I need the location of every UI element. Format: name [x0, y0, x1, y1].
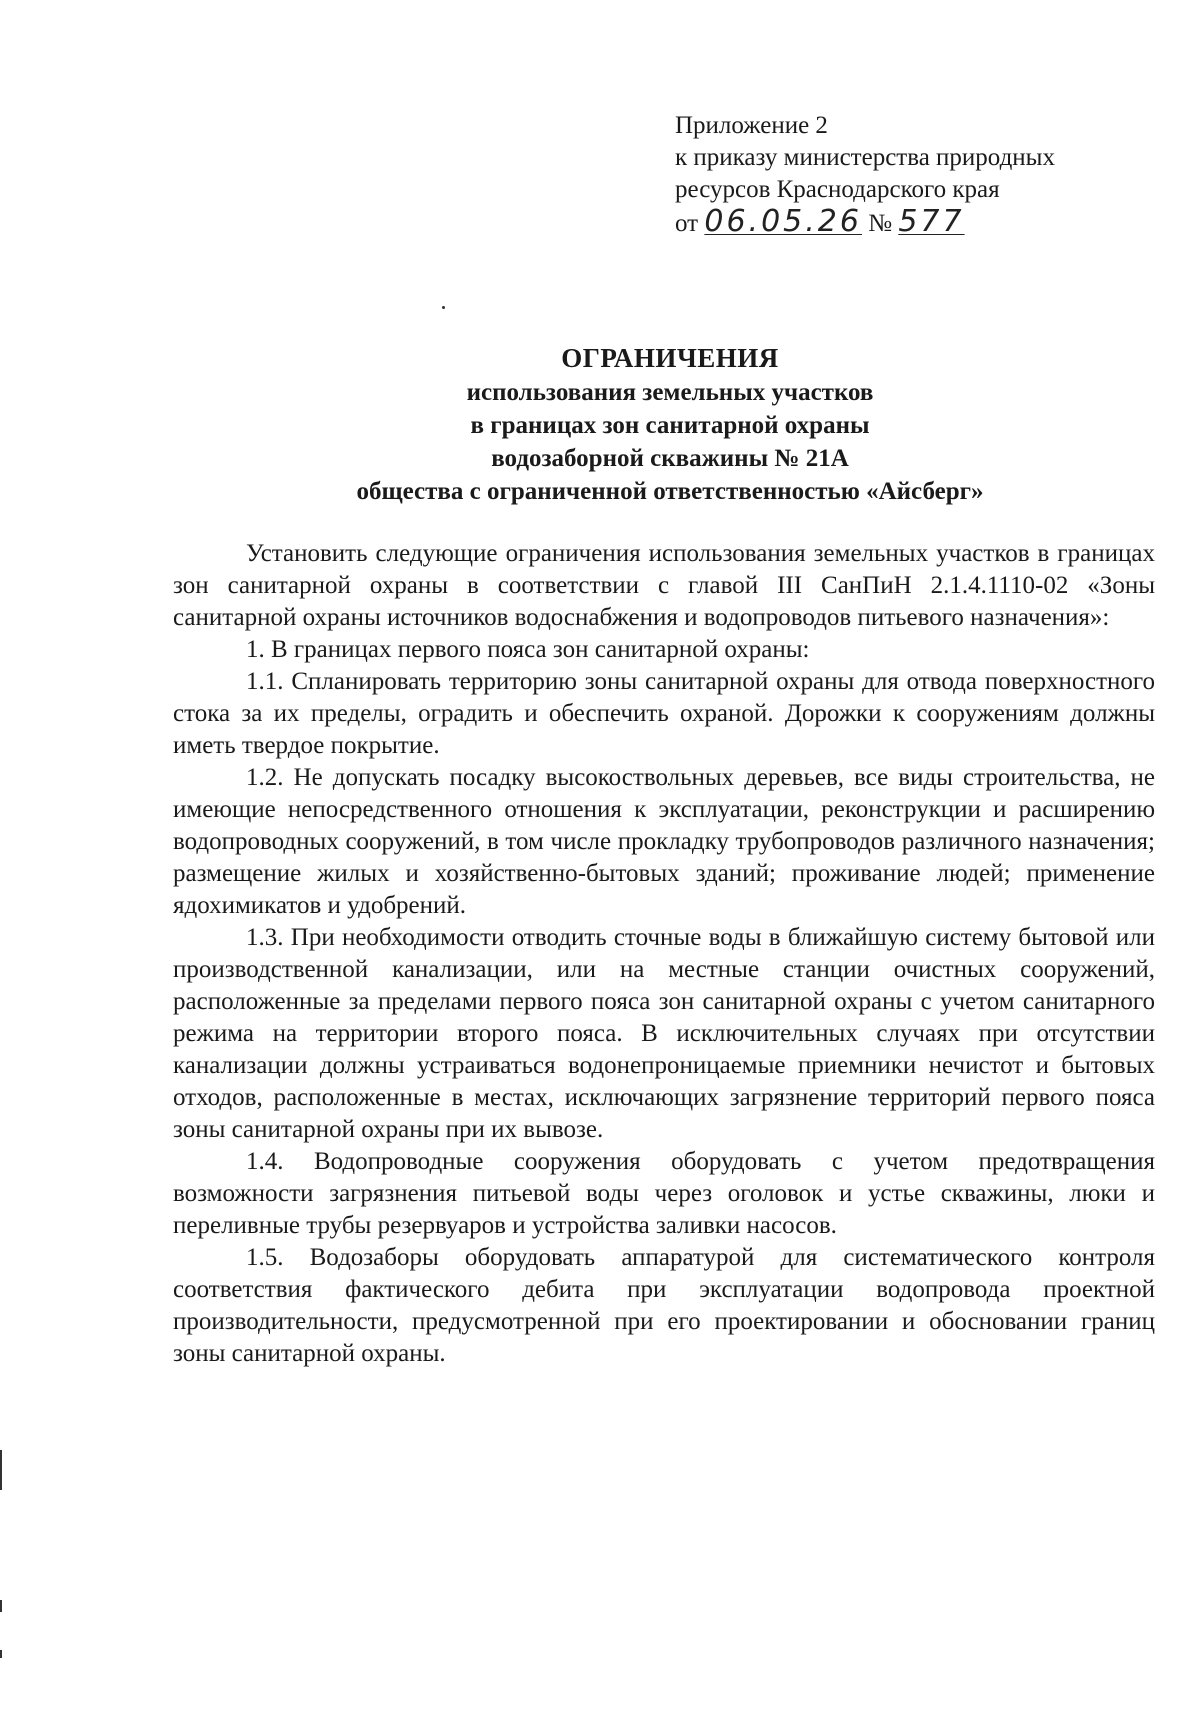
paragraph-1-2: 1.2. Не допускать посадку высокоствольных деревьев, все виды строительства, не имеющие непосредственного отношения к эксплуатации, реконструкции и расширению водопроводных сооружений, в том числе прокладку трубопроводов различного назначения; размещение жилых и хозяйственно-бытовых зданий; проживание людей; применение ядохимикатов и удобрений.	[173, 764, 1155, 919]
paragraph-1-5: 1.5. Водозаборы оборудовать аппаратурой для систематического контроля соответствия фактического дебита при эксплуатации водопровода проектной производительности, предусмотренной при его проектировании и обосновании границ зоны санитарной охраны.	[173, 1244, 1155, 1367]
document-body	[173, 538, 1155, 1370]
scan-margin-mark	[0, 1600, 2, 1612]
paragraph-1-3: 1.3. При необходимости отводить сточные воды в ближайшую систему бытовой или производственной канализации, или на местные станции очистных сооружений, расположенные за пределами первого пояса зон санитарной охраны с учетом санитарного режима на территории второго пояса. В исключительных случаях при отсутствии канализации должны устраиваться водонепроницаемые приемники нечистот и бытовых отходов, расположенные в местах, исключающих загрязнение территорий первого пояса зоны санитарной охраны при их вывозе.	[173, 924, 1155, 1143]
scan-margin-mark	[0, 1450, 2, 1490]
title-line-4: водозаборной скважины № 21А	[491, 445, 849, 472]
title-heading: ОГРАНИЧЕНИЯ	[561, 343, 779, 373]
appendix-date-line	[675, 206, 1155, 240]
handwritten-date: 06.05.26	[704, 204, 862, 239]
appendix-ministry-line: ресурсов Краснодарского края	[675, 176, 1000, 203]
appendix-title: Приложение 2	[675, 112, 828, 139]
appendix-header	[675, 110, 1155, 240]
paragraph-intro: Установить следующие ограничения использования земельных участков в границах зон санитарной охраны в соответствии с главой III СанПиН 2.1.4.1110-02 «Зоны санитарной охраны источников водоснабжения и водопроводов питьевого назначения»:	[173, 540, 1155, 631]
paragraph-1-1: 1.1. Спланировать территорию зоны санитарной охраны для отвода поверхностного стока за их пределы, оградить и обеспечить охраной. Дорожки к сооружениям должны иметь твердое покрытие.	[173, 668, 1155, 759]
paragraph-1: 1. В границах первого пояса зон санитарной охраны:	[246, 636, 810, 663]
paragraph-1-4: 1.4. Водопроводные сооружения оборудовать с учетом предотвращения возможности загрязнения питьевой воды через оголовок и устье скважины, люки и переливные трубы резервуаров и устройства заливки насосов.	[173, 1148, 1155, 1239]
scan-speck	[442, 306, 445, 309]
title-line-2: использования земельных участков	[466, 379, 874, 406]
title-line-5: общества с ограниченной ответственностью «Айсберг»	[356, 478, 984, 505]
title-line-3: в границах зон санитарной охраны	[470, 412, 870, 439]
appendix-order-line: к приказу министерства природных	[675, 144, 1055, 171]
document-title	[170, 340, 1170, 508]
number-prefix: №	[868, 210, 893, 237]
handwritten-number: 577	[898, 204, 965, 239]
scan-margin-mark	[0, 1650, 2, 1658]
date-prefix: от	[675, 210, 699, 237]
